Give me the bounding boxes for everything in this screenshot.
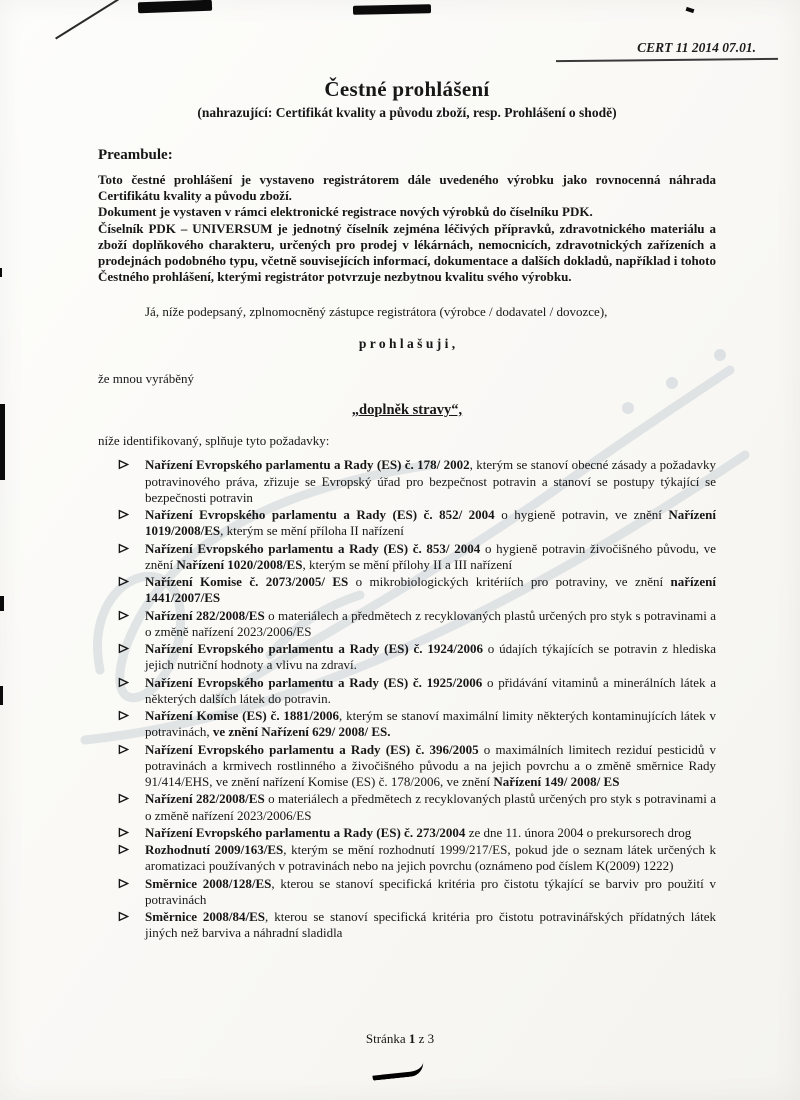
preamble-paragraph: Číselník PDK – UNIVERSUM je jednotný číselník zejména léčivých přípravků, zdravotnického materiálu a zboží doplňkového charakteru, určených pro prodej v lékárnách, nemocnicích, zdravotnických zařízeních a prodejnách podobného typu, včetně souvisejících informací, dokumentace a dalších dokladů, například i tohoto Čestného prohlášení, kterými registrátor potvrzuje nezbytnou kvalitu svého výrobku. (98, 220, 716, 285)
scan-artifact-top-center (353, 4, 431, 15)
arrow-bullet-icon (118, 643, 129, 654)
arrow-bullet-icon (118, 793, 129, 804)
requirement-item: Nařízení Komise č. 2073/2005/ ES o mikrobiologických kritériích pro potraviny, ve znění nařízení 1441/2007/ES (118, 574, 716, 607)
arrow-bullet-icon (118, 576, 129, 587)
arrow-bullet-icon (118, 509, 129, 520)
arrow-bullet-icon (118, 459, 129, 470)
declaration-intro: Já, níže podepsaný, zplnomocněný zástupce registrátora (výrobce / dodavatel / dovozce), (145, 303, 608, 319)
requirement-item: Rozhodnutí 2009/163/ES, kterým se mění rozhodnutí 1999/217/ES, pokud jde o seznam látek určených k aromatizaci používaných v potravinách nebo na jejich povrchu (oznámeno pod číslem K(2009) 1222) (118, 842, 716, 875)
scan-artifact-top-left (138, 0, 212, 13)
arrow-bullet-icon (118, 543, 129, 554)
preamble-body (98, 172, 716, 286)
declaration-made-by: že mnou vyráběný (98, 370, 195, 386)
requirement-item: Směrnice 2008/84/ES, kterou se stanoví specifická kritéria pro čistotu potravinářských přídatných látek jiných než barviva a náhradní sladidla (118, 909, 716, 942)
requirement-item: Nařízení 282/2008/ES o materiálech a předmětech z recyklovaných plastů určených pro styk s potravinami a o změně nařízení 2023/2006/ES (118, 791, 716, 824)
page-footer-text: Stránka 1 z 3 (365, 1031, 435, 1046)
page-title: Čestné prohlášení (324, 77, 490, 101)
arrow-bullet-icon (118, 844, 129, 855)
page-footer (0, 1031, 800, 1047)
preamble-paragraph: Dokument je vystaven v rámci elektronické registrace nových výrobků do číselníku PDK. (98, 204, 593, 220)
requirement-item: Směrnice 2008/128/ES, kterou se stanoví specifická kritéria pro čistotu týkající se barviv pro použití v potravinách (118, 876, 716, 909)
arrow-bullet-icon (118, 827, 129, 838)
scan-artifact-left-edge-2 (0, 596, 4, 611)
requirement-item: Nařízení Evropského parlamentu a Rady (ES) č. 1924/2006 o údajích týkajících se potravin z hlediska jejich nutriční hodnoty a vlivu na zdraví. (118, 641, 716, 674)
requirement-item: Nařízení Evropského parlamentu a Rady (ES) č. 396/2005 o maximálních limitech reziduí pesticidů v potravinách a krmivech rostlinného a živočišného původu a na jejich povrchu a o změně směrnice Rady 91/414/EHS, ve znění nařízení Komise (ES) č. 178/2006, ve znění Nařízení 149/ 2008/ ES (118, 742, 716, 791)
product-name: „doplněk stravy“, (351, 402, 463, 418)
scan-artifact-corner-line (55, 0, 119, 39)
requirement-item: Nařízení Evropského parlamentu a Rady (ES) č. 852/ 2004 o hygieně potravin, ve znění Nařízení 1019/2008/ES, kterým se mění příloha II nařízení (118, 507, 716, 540)
scan-artifact-left-edge-3 (0, 686, 3, 705)
requirement-item: Nařízení Komise (ES) č. 1881/2006, kterým se stanoví maximální limity některých kontaminujících látek v potravinách, ve znění Nařízení 629/ 2008/ ES. (118, 708, 716, 741)
preamble-paragraph: Toto čestné prohlášení je vystaveno registrátorem dále uvedeného výrobku jako rovnocenná náhrada Certifikátu kvality a původu zboží. (98, 171, 716, 204)
declaration-verb: p r o h l a š u j i , (358, 335, 456, 351)
arrow-bullet-icon (118, 911, 129, 922)
arrow-bullet-icon (118, 744, 129, 755)
arrow-bullet-icon (118, 710, 129, 721)
requirement-item: Nařízení Evropského parlamentu a Rady (ES) č. 178/ 2002, kterým se stanoví obecné zásady a požadavky potravinového práva, zřizuje se Evropský úřad pro bezpečnost potravin a stanoví se postupy týkající se bezpečnosti potravin (118, 457, 716, 506)
preamble-heading: Preambule: (98, 147, 173, 164)
scan-artifact-top-right-speck (686, 7, 695, 13)
doc-code: CERT 11 2014 07.01. (637, 40, 756, 55)
requirement-item: Nařízení 282/2008/ES o materiálech a předmětech z recyklovaných plastů určených pro styk s potravinami a o změně nařízení 2023/2006/ES (118, 608, 716, 641)
arrow-bullet-icon (118, 677, 129, 688)
page-subtitle: (nahrazující: Certifikát kvality a původu zboží, resp. Prohlášení o shodě) (197, 105, 617, 121)
declaration-identified: níže identifikovaný, splňuje tyto požadavky: (98, 433, 330, 449)
requirement-item: Nařízení Evropského parlamentu a Rady (ES) č. 273/2004 ze dne 11. února 2004 o prekursorech drog (118, 825, 716, 841)
arrow-bullet-icon (118, 878, 129, 889)
header-rule (556, 58, 778, 62)
scan-artifact-left-edge-4 (0, 268, 2, 277)
requirements-list (118, 457, 716, 941)
scan-artifact-left-edge-1 (0, 404, 5, 480)
arrow-bullet-icon (118, 610, 129, 621)
document-body (98, 76, 716, 943)
scan-artifact-bottom-mark (371, 1061, 424, 1080)
requirement-item: Nařízení Evropského parlamentu a Rady (ES) č. 853/ 2004 o hygieně potravin živočišného původu, ve znění Nařízení 1020/2008/ES, kterým se mění přílohy II a III nařízení (118, 541, 716, 574)
requirement-item: Nařízení Evropského parlamentu a Rady (ES) č. 1925/2006 o přidávání vitaminů a minerálních látek a některých dalších látek do potravin. (118, 675, 716, 708)
